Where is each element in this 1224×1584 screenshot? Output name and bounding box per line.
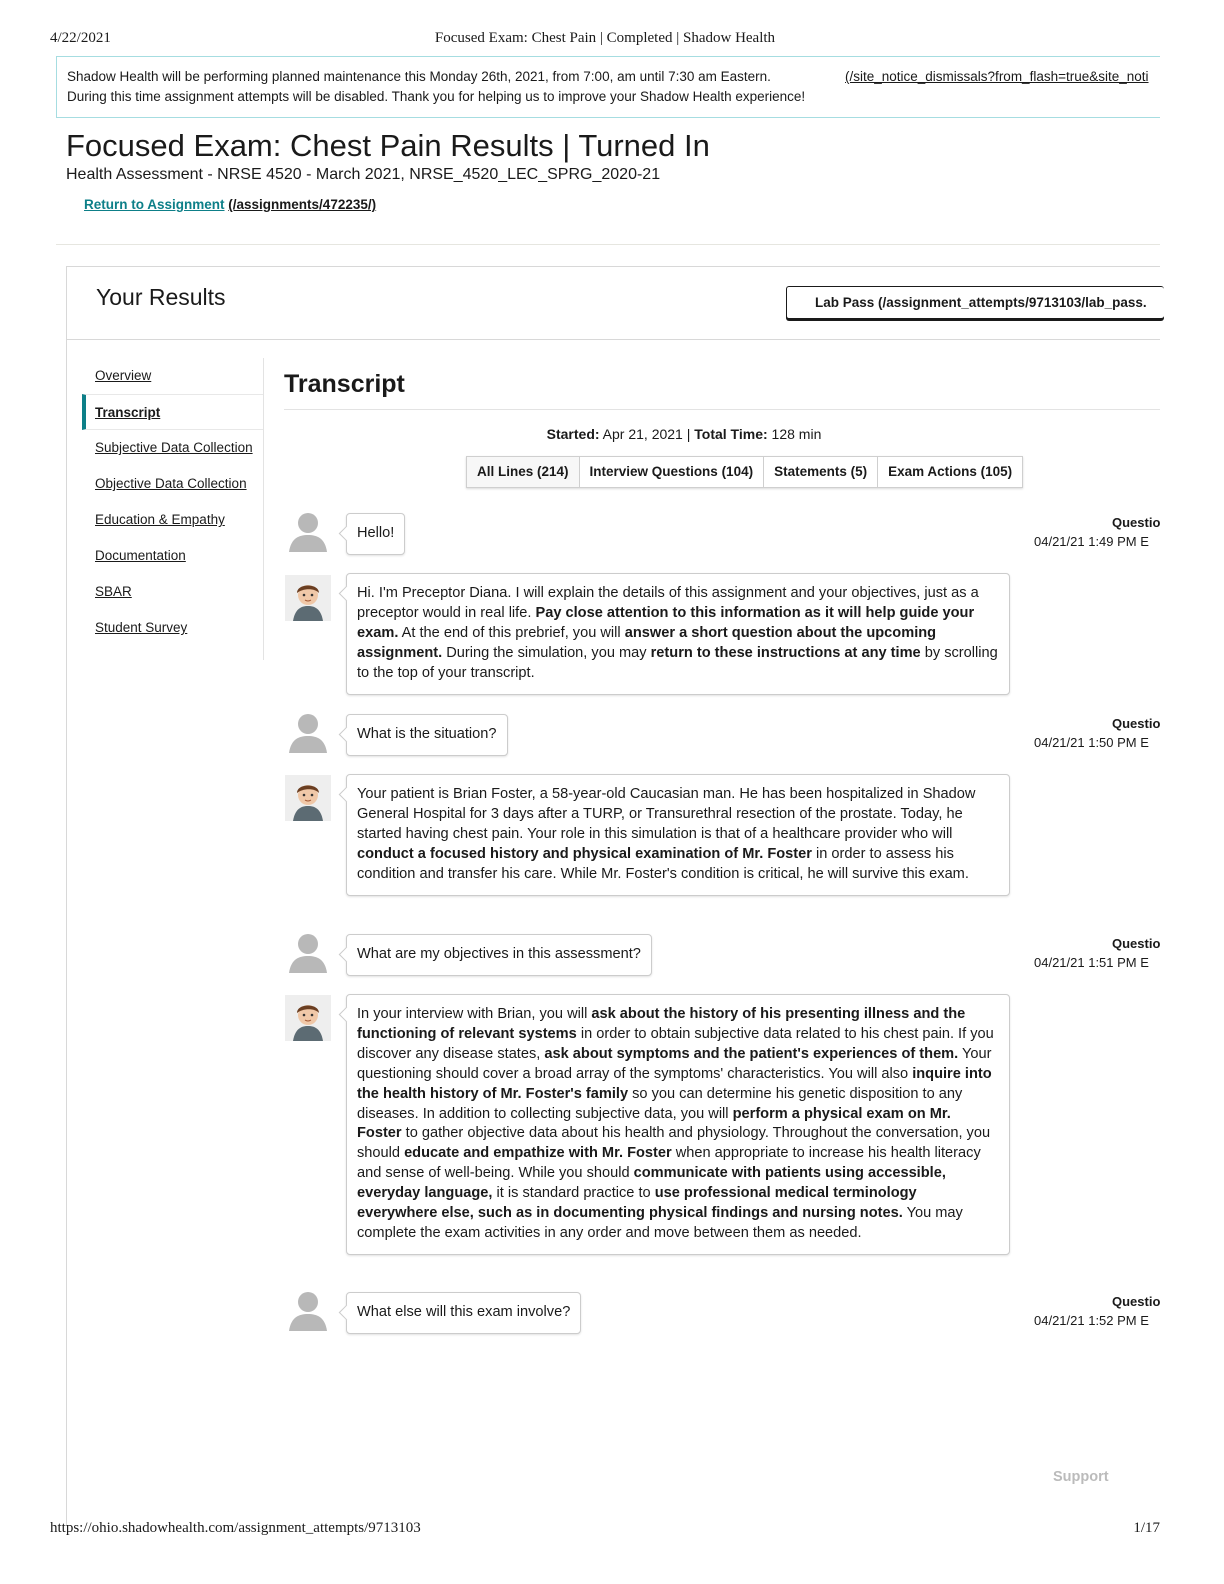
message-emphasis: ask about the history of his presenting illness and the functioning of relevant systems: [357, 1006, 966, 1042]
nav-item-subjective-data-collection[interactable]: [82, 430, 263, 466]
notice-dismiss-link[interactable]: (/site_notice_dismissals?from_flash=true&site_noti: [845, 69, 1149, 84]
message-emphasis: educate and empathize with Mr. Foster: [404, 1145, 672, 1162]
message-text: so you can determine his genetic disposition to any diseases. In addition to collecting subjective data, you will: [357, 1085, 963, 1122]
preceptor-avatar-icon: [285, 775, 331, 821]
results-side-nav: [82, 358, 264, 660]
notice-line-1: Shadow Health will be performing planned maintenance this Monday 26th, 2021, from 7:00, am until 7:30 am Eastern.: [67, 69, 771, 84]
page-title: Focused Exam: Chest Pain Results | Turned In: [66, 128, 710, 163]
preceptor-message-bubble: [346, 994, 1010, 1255]
nav-item-student-survey[interactable]: [82, 610, 263, 646]
nav-item-overview[interactable]: [82, 358, 263, 394]
student-avatar-icon: [285, 709, 331, 755]
nav-item-transcript[interactable]: [82, 394, 263, 430]
nav-item-objective-data-collection[interactable]: [82, 466, 263, 502]
print-date: 4/22/2021: [50, 30, 111, 46]
print-header: [50, 30, 1160, 50]
tab-exam-actions[interactable]: Exam Actions (105): [878, 457, 1022, 487]
nav-item-label[interactable]: Student Survey: [95, 620, 188, 635]
return-link-label[interactable]: Return to Assignment: [84, 197, 225, 212]
results-divider: [67, 339, 1160, 340]
meta-separator: |: [686, 426, 691, 442]
preceptor-message-bubble: [346, 774, 1010, 896]
site-notice: [56, 56, 1160, 118]
nav-item-documentation[interactable]: [82, 538, 263, 574]
return-to-assignment-link[interactable]: [84, 197, 376, 212]
question-meta: [1034, 515, 1160, 549]
message-text: In your interview with Brian, you will: [357, 1006, 592, 1022]
message-text: You may complete the exam activities in any order and move between them as needed.: [357, 1205, 963, 1241]
student-avatar-icon: [285, 508, 331, 554]
nav-item-label[interactable]: SBAR: [95, 584, 132, 599]
tab-interview-questions[interactable]: Interview Questions (104): [580, 457, 765, 487]
message-emphasis: perform a physical exam on Mr. Foster: [357, 1105, 951, 1142]
message-text: Your patient is Brian Foster, a 58-year-old Caucasian man. He has been hospitalized in Shadow General Hospital for 3 days after a TURP, or Transurethral resection of the prostate. Today, he started having chest pain. Your role in this simulation is that of a healthcare provider who will: [357, 786, 976, 842]
tab-all-lines[interactable]: All Lines (214): [467, 457, 580, 487]
nav-item-label[interactable]: Education & Empathy: [95, 512, 225, 527]
question-timestamp: 04/21/21 1:49 PM E: [1034, 534, 1149, 549]
student-question-bubble: Hello!: [346, 513, 405, 555]
header-divider: [56, 244, 1160, 245]
message-text: in order to assess his condition and transfer his care. While Mr. Foster's condition is critical, he will survive this exam.: [357, 845, 969, 882]
transcript-meta: [284, 426, 1084, 442]
student-question-bubble: What else will this exam involve?: [346, 1292, 581, 1334]
message-emphasis: ask about symptoms and the patient's experiences of them.: [544, 1045, 959, 1062]
message-emphasis: conduct a focused history and physical examination of Mr. Foster: [357, 845, 812, 862]
notice-line-2: During this time assignment attempts will be disabled. Thank you for helping us to improve your Shadow Health experience!: [67, 89, 806, 104]
total-time-value: 128 min: [771, 426, 822, 442]
student-question-bubble: What are my objectives in this assessment?: [346, 934, 652, 976]
print-page-number: 1/17: [1133, 1520, 1160, 1536]
question-timestamp: 04/21/21 1:51 PM E: [1034, 955, 1149, 970]
nav-item-sbar[interactable]: [82, 574, 263, 610]
transcript-title: Transcript: [284, 370, 405, 398]
return-link-path[interactable]: (/assignments/472235/): [228, 197, 377, 212]
question-meta: [1034, 936, 1160, 970]
message-text: At the end of this prebrief, you will: [398, 624, 625, 641]
print-title: Focused Exam: Chest Pain | Completed | Shadow Health: [434, 30, 776, 46]
message-text: in order to obtain subjective data related to his chest pain. If you discover any disease states,: [357, 1025, 994, 1062]
nav-item-label[interactable]: Overview: [95, 368, 152, 383]
message-emphasis: communicate with patients using accessible, everyday language,: [357, 1165, 946, 1202]
question-timestamp: 04/21/21 1:50 PM E: [1034, 735, 1149, 750]
student-question-bubble: What is the situation?: [346, 714, 508, 756]
message-text: by scrolling to the top of your transcript.: [357, 644, 998, 681]
transcript-filter-tabs: [466, 456, 1023, 488]
message-text: Your questioning should cover a broad array of the symptoms' characteristics. You will also: [357, 1045, 992, 1082]
nav-item-label[interactable]: Documentation: [95, 548, 186, 563]
transcript-divider: [284, 409, 1160, 410]
preceptor-message-bubble: [346, 573, 1010, 695]
question-type-label: Questio: [1112, 515, 1160, 530]
message-emphasis: return to these instructions at any time: [650, 644, 921, 661]
student-avatar-icon: [285, 929, 331, 975]
preceptor-avatar-icon: [285, 575, 331, 621]
lab-pass-button[interactable]: Lab Pass (/assignment_attempts/9713103/lab_pass.: [786, 286, 1164, 319]
nav-item-label[interactable]: Subjective Data Collection: [95, 440, 253, 455]
support-button[interactable]: Support: [1053, 1469, 1109, 1485]
nav-item-label[interactable]: Transcript: [95, 405, 161, 420]
message-text: to gather objective data about his health and physiology. Throughout the conversation, you should: [357, 1125, 991, 1162]
results-title: Your Results: [96, 284, 226, 310]
total-time-label: Total Time:: [694, 426, 768, 442]
message-emphasis: inquire into the health history of Mr. Foster's family: [357, 1065, 992, 1102]
question-meta: [1034, 716, 1160, 750]
message-emphasis: answer a short question about the upcoming assignment.: [357, 624, 937, 661]
nav-item-label[interactable]: Objective Data Collection: [95, 476, 247, 491]
student-avatar-icon: [285, 1287, 331, 1333]
question-meta: [1034, 1294, 1160, 1328]
started-label: Started:: [546, 426, 600, 442]
question-type-label: Questio: [1112, 1294, 1160, 1309]
message-emphasis: Pay close attention to this information as it will help guide your exam.: [357, 604, 975, 641]
message-text: when appropriate to increase his health literacy and sense of well-being. While you should: [357, 1145, 981, 1182]
question-type-label: Questio: [1112, 936, 1160, 951]
print-footer: [50, 1520, 1160, 1540]
course-subtitle: Health Assessment - NRSE 4520 - March 2021, NRSE_4520_LEC_SPRG_2020-21: [66, 166, 661, 183]
question-timestamp: 04/21/21 1:52 PM E: [1034, 1313, 1149, 1328]
message-emphasis: use professional medical terminology everywhere else, such as in documenting physical findings and nursing notes.: [357, 1185, 917, 1222]
print-url: https://ohio.shadowhealth.com/assignment_attempts/9713103: [50, 1520, 421, 1536]
question-type-label: Questio: [1112, 716, 1160, 731]
message-text: Hi. I'm Preceptor Diana. I will explain the details of this assignment and your objectives, just as a preceptor would in real life.: [357, 585, 979, 621]
preceptor-avatar-icon: [285, 995, 331, 1041]
message-text: it is standard practice to: [492, 1185, 655, 1202]
message-text: During the simulation, you may: [442, 644, 651, 661]
started-value: Apr 21, 2021: [602, 426, 683, 442]
nav-item-education-empathy[interactable]: [82, 502, 263, 538]
tab-statements[interactable]: Statements (5): [764, 457, 878, 487]
